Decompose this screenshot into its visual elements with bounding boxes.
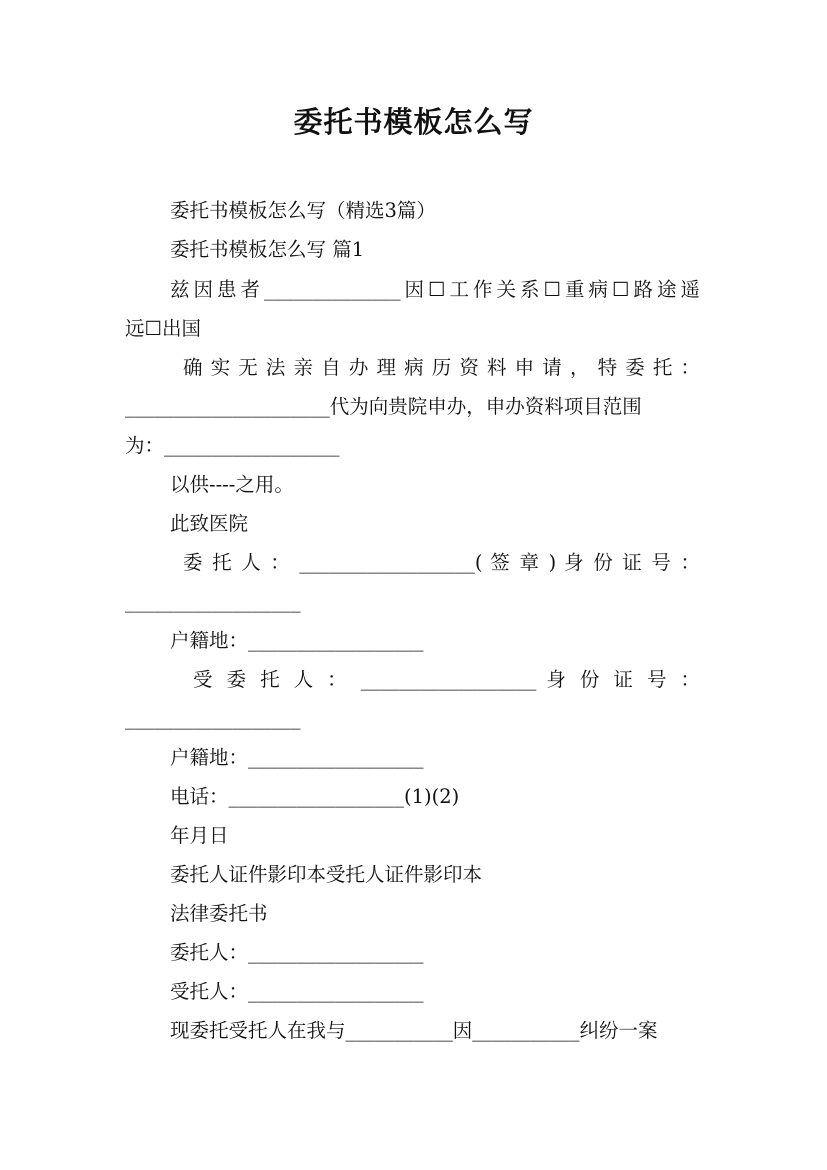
document-title: 委托书模板怎么写 bbox=[293, 105, 534, 139]
paragraph-line: 现委托受托人在我与___________因___________纠纷一案 bbox=[170, 1019, 658, 1042]
paragraph-line: 兹因患者______________因☐工作关系☐重病☐路途遥 bbox=[170, 278, 700, 301]
paragraph-line: 委托人：__________________ bbox=[170, 941, 424, 964]
paragraph-line: 委 托 人 ： __________________( 签 章 ) 身 份 证 号 ： bbox=[183, 551, 700, 574]
paragraph-line: 受 委 托 人 ： __________________ 身 份 证 号 ： bbox=[193, 668, 700, 691]
paragraph-line: 电话：__________________(1)(2) bbox=[170, 785, 460, 808]
paragraph-line: __________________ bbox=[125, 590, 301, 613]
section-heading-2: 法律委托书 bbox=[170, 902, 268, 925]
paragraph-line: __________________ bbox=[125, 707, 301, 730]
paragraph-line: 此致医院 bbox=[170, 512, 249, 535]
paragraph-line: 受托人：__________________ bbox=[170, 980, 424, 1003]
paragraph-line: 远☐出国 bbox=[125, 317, 201, 340]
paragraph-line: 为：__________________ bbox=[125, 434, 340, 457]
paragraph-line: 户籍地：__________________ bbox=[170, 629, 424, 652]
subtitle-line: 委托书模板怎么写（精选3篇） bbox=[170, 199, 436, 222]
section-heading-1: 委托书模板怎么写 篇1 bbox=[170, 238, 365, 261]
paragraph-line: 年月日 bbox=[170, 824, 229, 847]
paragraph-line: _____________________代为向贵院申办，申办资料项目范围 bbox=[125, 395, 642, 418]
paragraph-line: 确 实 无 法 亲 自 办 理 病 历 资 料 申 请 ， 特 委 托 ： bbox=[183, 356, 700, 379]
paragraph-line: 以供----之用。 bbox=[170, 473, 294, 496]
paragraph-line: 委托人证件影印本受托人证件影印本 bbox=[170, 863, 483, 886]
paragraph-line: 户籍地：__________________ bbox=[170, 746, 424, 769]
